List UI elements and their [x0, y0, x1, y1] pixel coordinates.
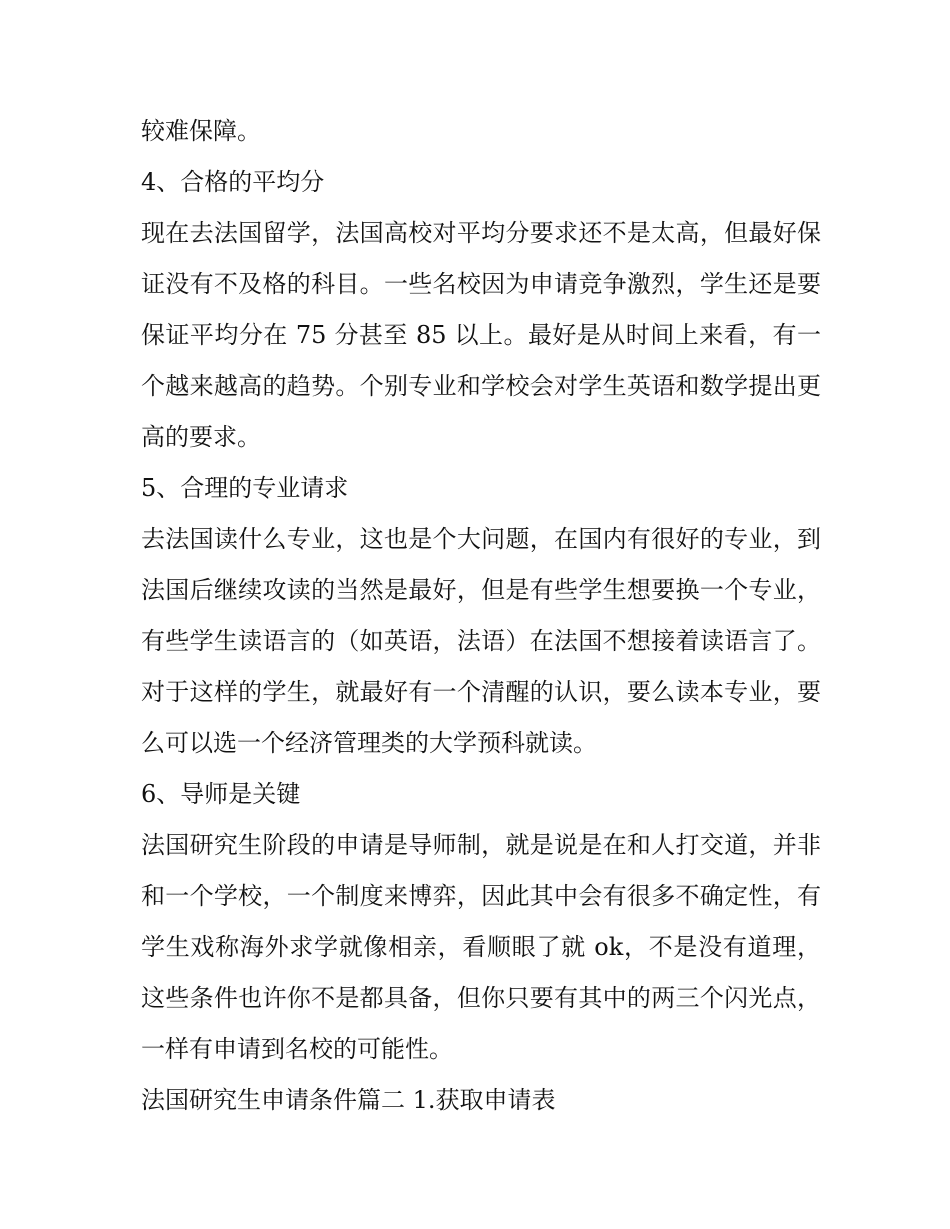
- heading-supervisor: 6、导师是关键: [141, 780, 301, 808]
- heading-major-request: 5、合理的专业请求: [141, 474, 349, 502]
- paragraph-intro-tail: 较难保障。: [141, 117, 261, 145]
- heading-part-two: 法国研究生申请条件篇二 1.获取申请表: [141, 1086, 556, 1114]
- paragraph-supervisor: 法国研究生阶段的申请是导师制，就是说是在和人打交道，并非和一个学校，一个制度来博弈，因此其中会有很多不确定性，有学生戏称海外求学就像相亲，看顺眼了就 ok，不是没有道理，这些条件也许你不是都具备，但你只要有其中的两三个闪光点，一样有申请到名校的可能性。: [141, 831, 821, 1063]
- heading-average-score: 4、合格的平均分: [141, 168, 325, 196]
- paragraph-average-score: 现在去法国留学，法国高校对平均分要求还不是太高，但最好保证没有不及格的科目。一些名校因为申请竞争激烈，学生还是要保证平均分在 75 分甚至 85 以上。最好是从时间上来看，有一个越来越高的趋势。个别专业和学校会对学生英语和数学提出更高的要求。: [141, 219, 821, 451]
- document-body: [141, 106, 821, 1126]
- paragraph-major-request: 去法国读什么专业，这也是个大问题，在国内有很好的专业，到法国后继续攻读的当然是最好，但是有些学生想要换一个专业，有些学生读语言的（如英语，法语）在法国不想接着读语言了。对于这样的学生，就最好有一个清醒的认识，要么读本专业，要么可以选一个经济管理类的大学预科就读。: [141, 525, 821, 757]
